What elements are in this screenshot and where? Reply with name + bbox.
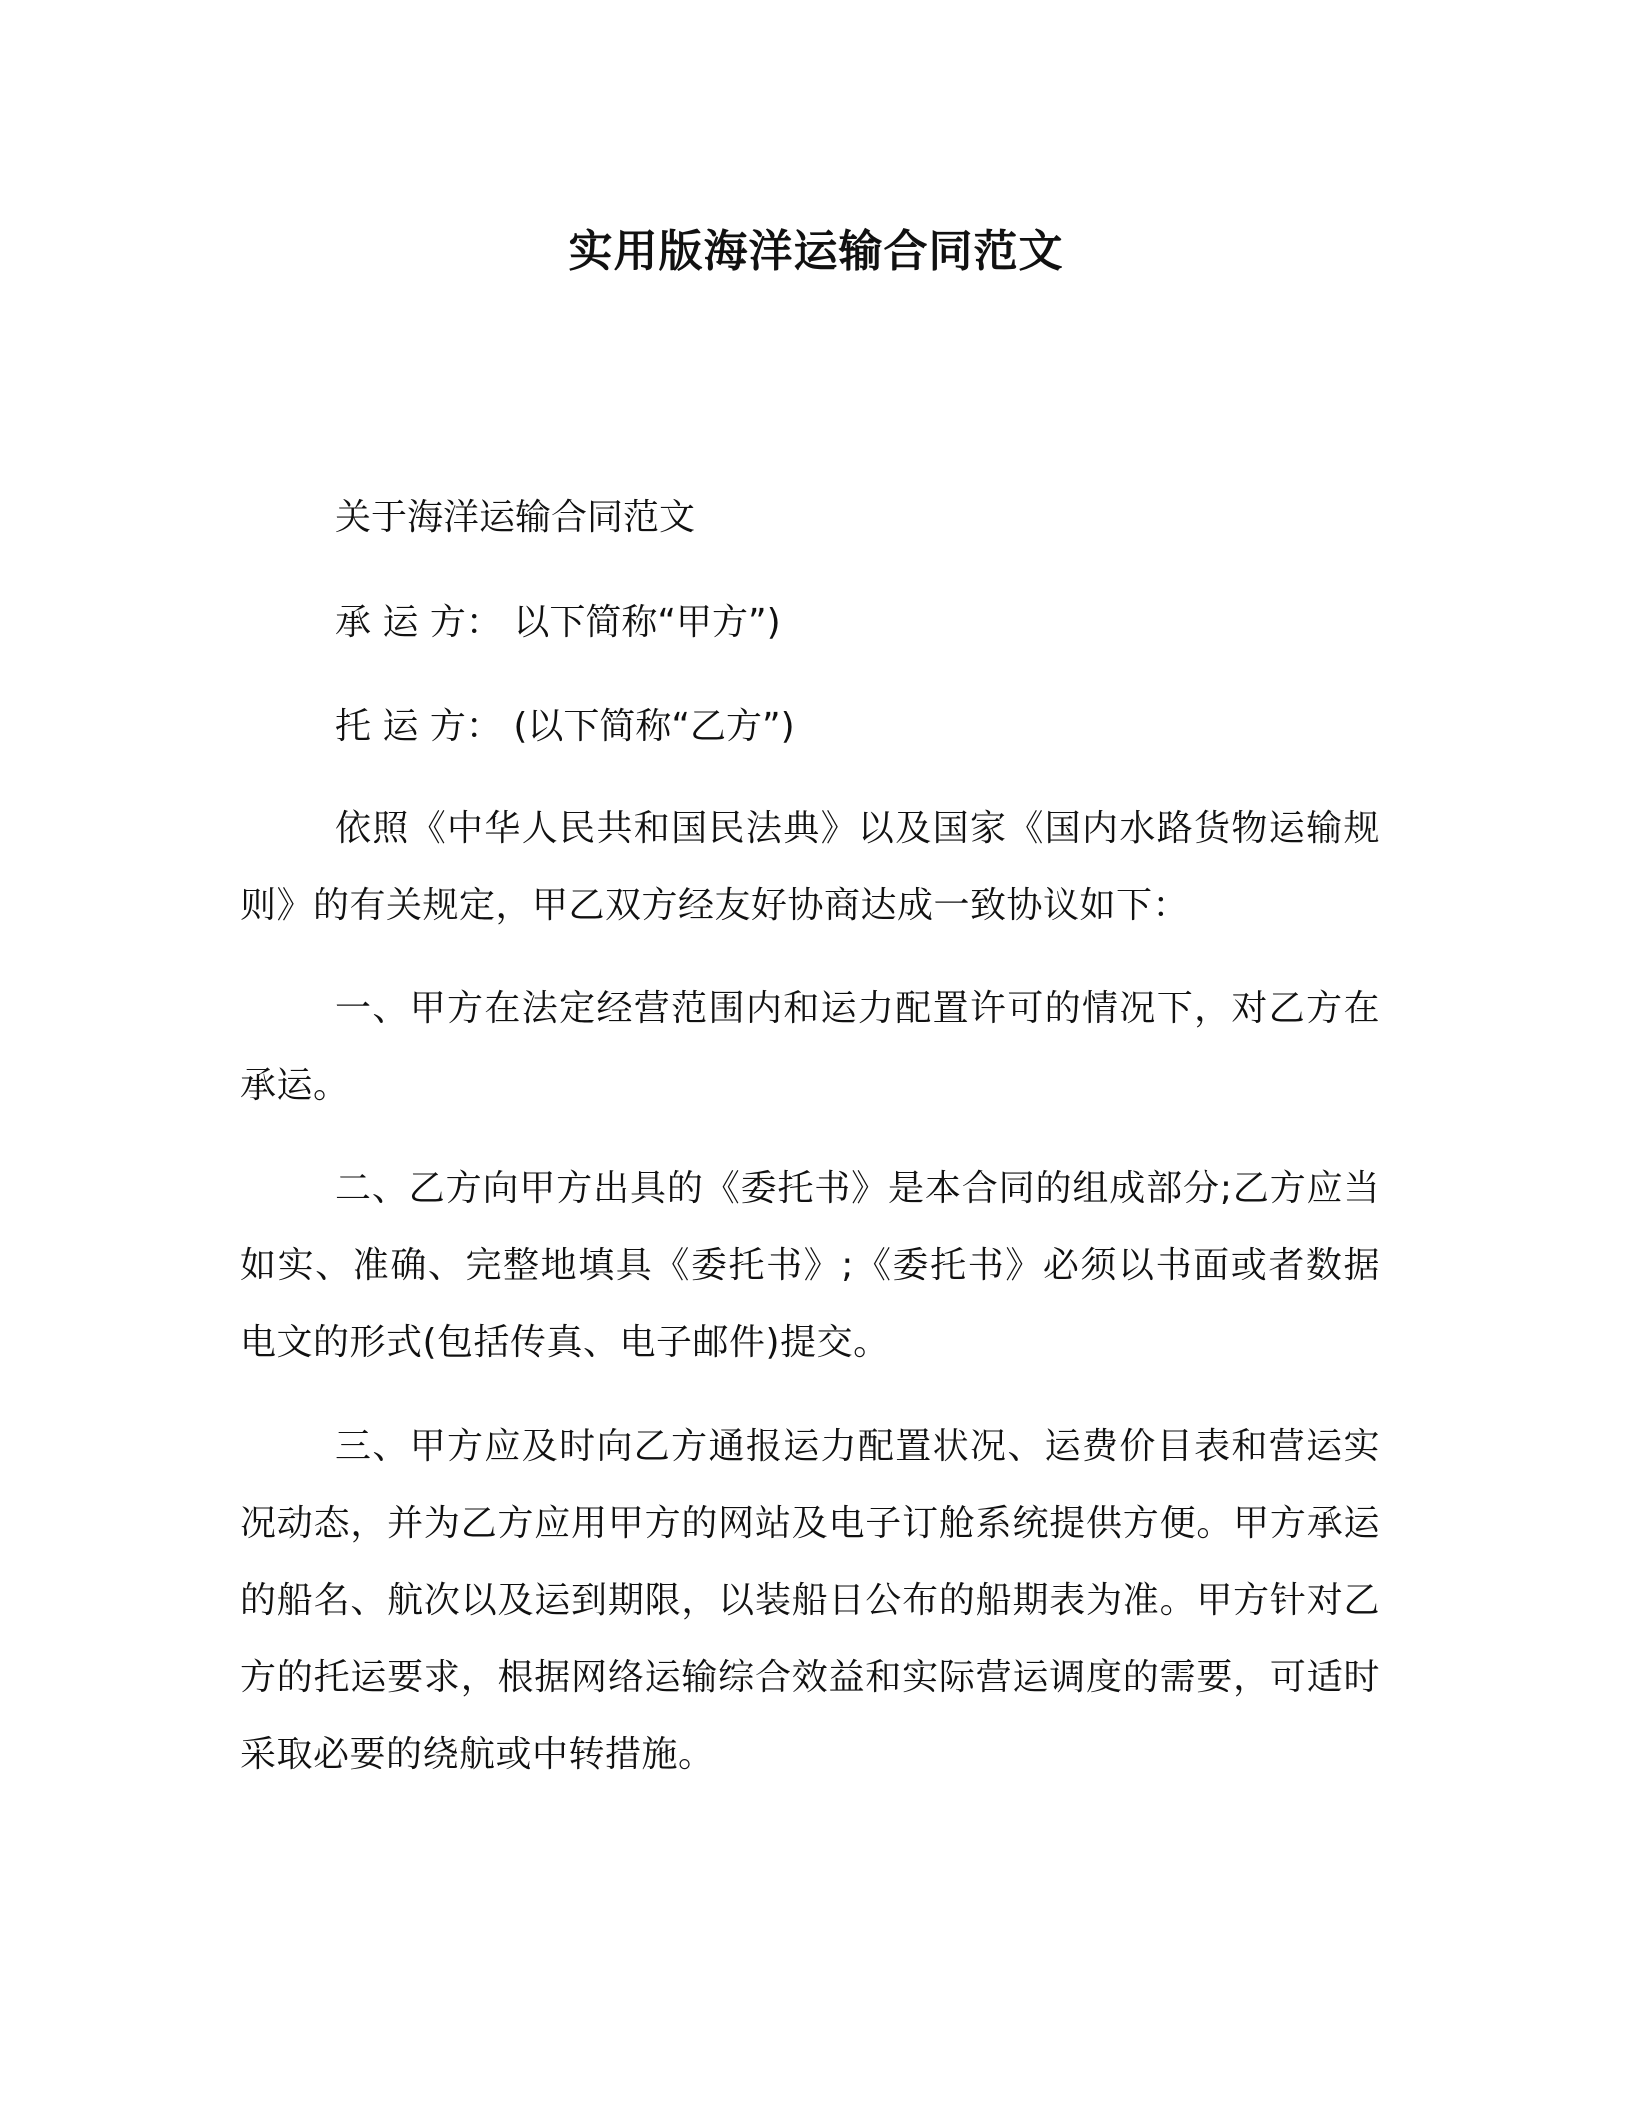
paragraph-clause-1: 一、甲方在法定经营范围内和运力配置许可的情况下，对乙方在承运。 — [240, 988, 1380, 1106]
carrier-line: 承 运 方： 以下简称“甲方”) — [335, 602, 781, 643]
document-subtitle: 关于海洋运输合同范文 — [335, 497, 696, 538]
shipper-line: 托 运 方： (以下简称“乙方”) — [335, 706, 795, 747]
paragraph-clause-2: 二、乙方向甲方出具的《委托书》是本合同的组成部分;乙方应当如实、准确、完整地填具《委托书》;《委托书》必须以书面或者数据电文的形式(包括传真、电子邮件)提交。 — [240, 1168, 1380, 1363]
paragraph-clause-3: 三、甲方应及时向乙方通报运力配置状况、运费价目表和营运实况动态，并为乙方应用甲方的网站及电子订舱系统提供方便。甲方承运的船名、航次以及运到期限，以装船日公布的船期表为准。甲方针对乙方的托运要求，根据网络运输综合效益和实际营运调度的需要，可适时采取必要的绕航或中转措施。 — [240, 1426, 1380, 1775]
paragraph-intro: 依照《中华人民共和国民法典》以及国家《国内水路货物运输规则》的有关规定，甲乙双方经友好协商达成一致协议如下： — [240, 808, 1380, 926]
document-title: 实用版海洋运输合同范文 — [568, 226, 1064, 277]
